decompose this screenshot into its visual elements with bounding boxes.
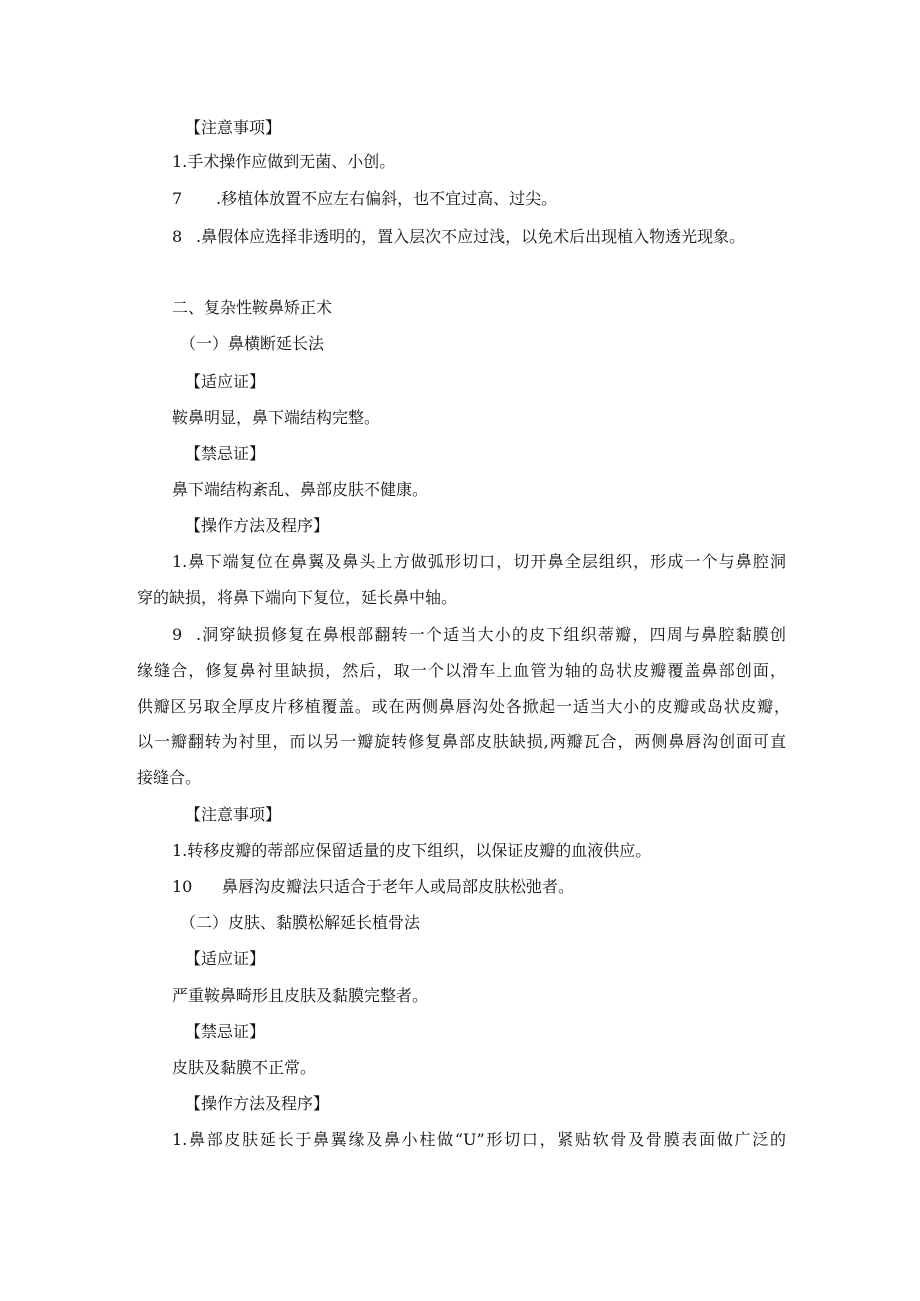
paragraph-line: 鞍鼻明显，鼻下端结构完整。 [172,408,381,427]
paragraph-line: .移植体放置不应左右偏斜，也不宜过高、过尖。 [216,189,558,208]
list-number: 10 [172,877,193,896]
section-heading-precautions: 【注意事项】 [185,805,282,824]
list-number: 8 [172,227,183,246]
section-heading-indications: 【适应证】 [185,949,266,968]
section-heading-precautions: 【注意事项】 [185,118,282,137]
paragraph-line: 供瓣区另取全厚皮片移植覆盖。或在两侧鼻唇沟处各掀起一适当大小的皮瓣或岛状皮瓣， [137,697,790,716]
section-heading-contraindications: 【禁忌证】 [185,1022,266,1041]
list-number: 7 [172,189,183,208]
paragraph-line: 接缝合。 [137,768,202,787]
section-heading-contraindications: 【禁忌证】 [185,444,266,463]
paragraph-line: .洞穿缺损修复在鼻根部翻转一个适当大小的皮下组织蒂瓣，四周与鼻腔黏膜创 [196,625,786,644]
paragraph-line: 鼻下端结构紊乱、鼻部皮肤不健康。 [172,480,429,499]
section-heading-procedure: 【操作方法及程序】 [185,516,330,535]
section-title: 二、复杂性鞍鼻矫正术 [172,298,333,317]
paragraph-line: 1.手术操作应做到无菌、小创。 [172,152,396,171]
paragraph-line: 严重鞍鼻畸形且皮肤及黏膜完整者。 [172,986,429,1005]
paragraph-line: 缘缝合，修复鼻衬里缺损，然后，取一个以滑车上血管为轴的岛状皮瓣覆盖鼻部创面， [137,661,786,680]
paragraph-line: 1.鼻下端复位在鼻翼及鼻头上方做弧形切口，切开鼻全层组织，形成一个与鼻腔洞 [172,552,786,571]
section-heading-indications: 【适应证】 [185,372,266,391]
paragraph-line: 1.鼻部皮肤延长于鼻翼缘及鼻小柱做“U”形切口，紧贴软骨及骨膜表面做广泛的 [172,1130,786,1149]
subsection-title: （二）皮肤、黏膜松解延长植骨法 [180,913,421,932]
paragraph-line: 1.转移皮瓣的蒂部应保留适量的皮下组织，以保证皮瓣的血液供应。 [172,841,652,860]
paragraph-line: 穿的缺损，将鼻下端向下复位，延长鼻中轴。 [137,588,458,607]
section-heading-procedure: 【操作方法及程序】 [185,1094,330,1113]
paragraph-line: 皮肤及黏膜不正常。 [172,1058,317,1077]
paragraph-line: 以一瓣翻转为衬里，而以另一瓣旋转修复鼻部皮肤缺损,两瓣瓦合，两侧鼻唇沟创面可直 [137,732,786,751]
paragraph-line: 鼻唇沟皮瓣法只适合于老年人或局部皮肤松弛者。 [222,877,575,896]
paragraph-line: .鼻假体应选择非透明的，置入层次不应过浅，以免术后出现植入物透光现象。 [196,227,746,246]
list-number: 9 [172,625,183,644]
subsection-title: （一）鼻横断延长法 [180,334,325,353]
